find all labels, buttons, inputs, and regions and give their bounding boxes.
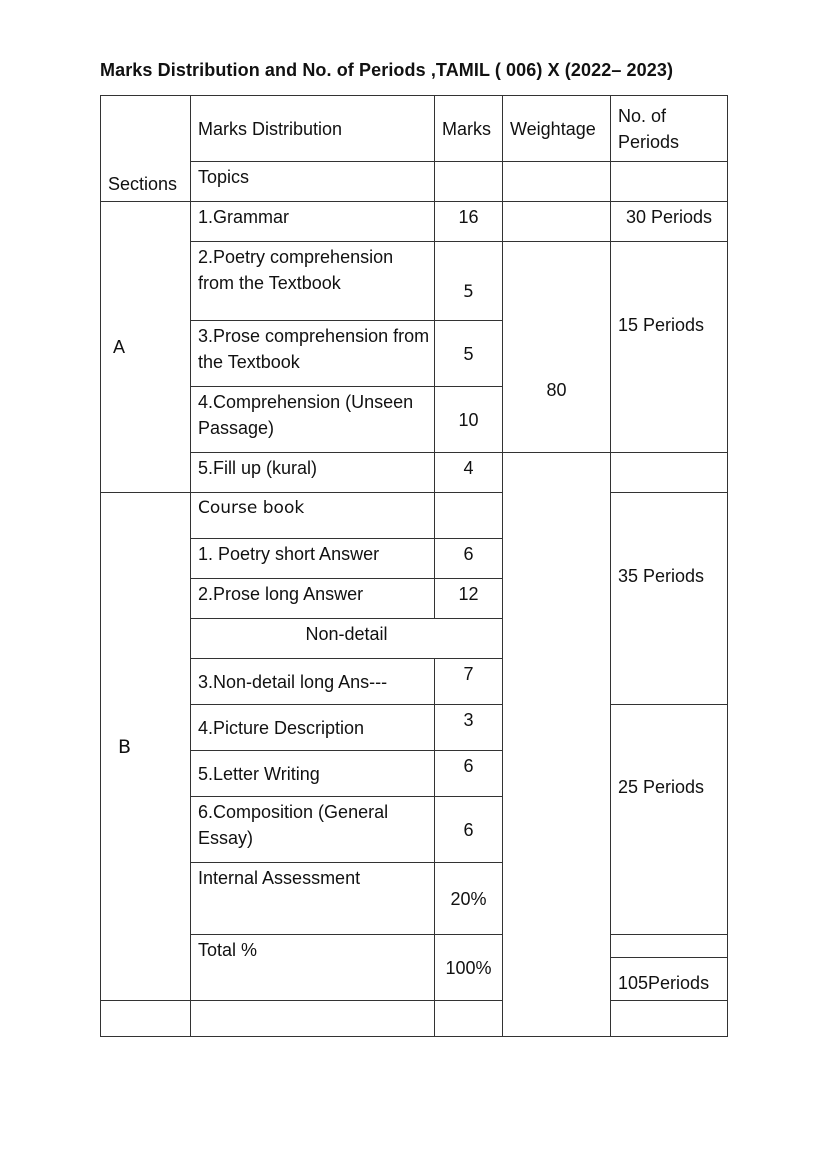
marks-cell: 3 <box>435 705 503 751</box>
internal-assessment-label: Internal Assessment <box>191 863 435 935</box>
header-marks-distribution: Marks Distribution <box>191 96 435 162</box>
topic-cell: 3.Prose comprehension from the Textbook <box>191 321 435 387</box>
marks-cell: 12 <box>435 579 503 619</box>
document-title: Marks Distribution and No. of Periods ,TAMIL ( 006) X (2022– 2023) <box>100 60 674 80</box>
topic-cell: 3.Non-detail long Ans--- <box>191 659 435 705</box>
empty-cell <box>611 162 728 202</box>
marks-distribution-table <box>100 95 728 1037</box>
empty-cell <box>435 162 503 202</box>
topic-cell: 1.Grammar <box>191 202 435 242</box>
header-marks: Marks <box>435 96 503 162</box>
empty-cell <box>611 453 728 493</box>
header-weightage: Weightage <box>503 96 611 162</box>
empty-cell <box>101 1001 191 1037</box>
header-topics: Topics <box>191 162 435 202</box>
marks-cell: 5 <box>435 321 503 387</box>
empty-cell <box>503 202 611 242</box>
marks-cell: 7 <box>435 659 503 705</box>
marks-cell: 5 <box>435 242 503 321</box>
marks-cell: 6 <box>435 751 503 797</box>
header-no-of-periods: No. of Periods <box>611 96 728 162</box>
empty-cell <box>503 162 611 202</box>
topic-cell: 5.Letter Writing <box>191 751 435 797</box>
periods-cell: 25 Periods <box>611 705 728 935</box>
marks-cell: 16 <box>435 202 503 242</box>
empty-cell <box>435 1001 503 1037</box>
periods-cell: 35 Periods <box>611 493 728 705</box>
topic-cell: 4.Picture Description <box>191 705 435 751</box>
topic-cell: 1. Poetry short Answer <box>191 539 435 579</box>
course-book-label: Course book <box>191 493 435 539</box>
topic-cell: 5.Fill up (kural) <box>191 453 435 493</box>
section-b-label-text: B <box>118 735 132 758</box>
periods-cell: 30 Periods <box>611 202 728 242</box>
topic-cell: 4.Comprehension (Unseen Passage) <box>191 387 435 453</box>
total-value: 100% <box>435 935 503 1001</box>
empty-cell <box>191 1001 435 1037</box>
empty-cell <box>611 1001 728 1037</box>
empty-cell <box>611 935 728 958</box>
section-a-label: A <box>101 202 191 493</box>
topic-cell: 2.Prose long Answer <box>191 579 435 619</box>
header-sections: Sections <box>101 96 191 202</box>
periods-cell: 15 Periods <box>611 242 728 453</box>
topic-cell: 6.Composition (General Essay) <box>191 797 435 863</box>
marks-cell: 6 <box>435 797 503 863</box>
weightage-span-cell <box>503 453 611 1037</box>
topic-cell: 2.Poetry comprehension from the Textbook <box>191 242 435 321</box>
total-label: Total % <box>191 935 435 1001</box>
weightage-value: 80 <box>503 242 611 453</box>
marks-cell: 10 <box>435 387 503 453</box>
empty-cell <box>435 493 503 539</box>
non-detail-label: Non-detail <box>191 619 503 659</box>
marks-cell: 6 <box>435 539 503 579</box>
section-b-label <box>101 493 191 1001</box>
marks-cell: 4 <box>435 453 503 493</box>
internal-assessment-value: 20% <box>435 863 503 935</box>
total-periods: 105Periods <box>611 958 728 1001</box>
